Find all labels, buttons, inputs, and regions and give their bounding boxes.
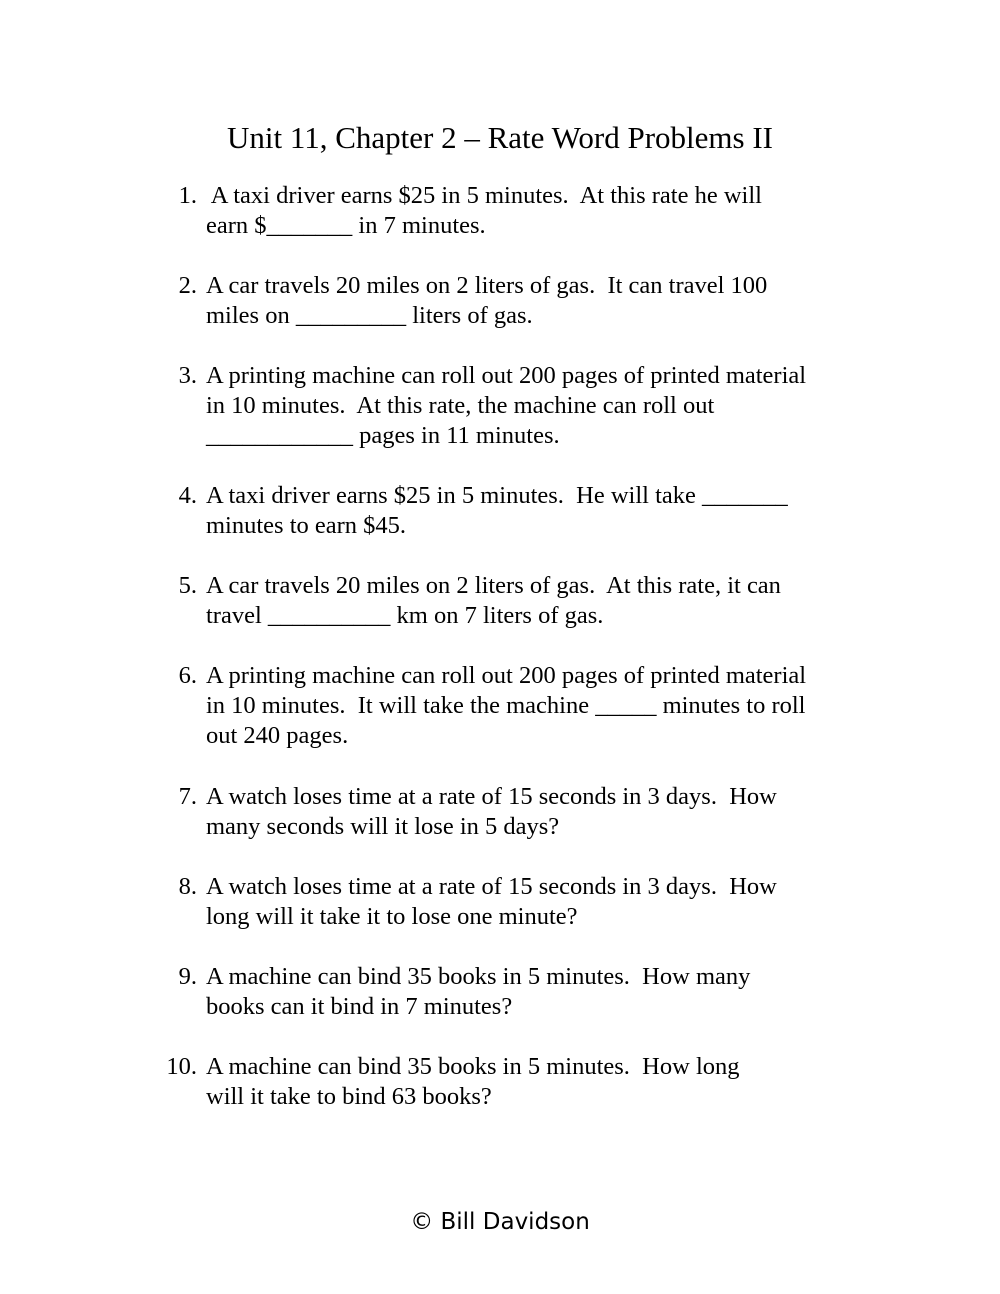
problem-line: in 10 minutes. At this rate, the machine can roll out — [206, 392, 715, 419]
problem-line: miles on _________ liters of gas. — [206, 302, 533, 329]
problem-text — [206, 872, 886, 932]
problem-number: 2. — [178, 272, 197, 299]
problem-line: A machine can bind 35 books in 5 minutes. How many — [206, 963, 751, 990]
problem-number: 1. — [178, 182, 197, 209]
problem-text — [206, 361, 886, 451]
problem-line: will it take to bind 63 books? — [206, 1083, 492, 1110]
problem-line: A printing machine can roll out 200 pages of printed material — [206, 362, 807, 389]
problem-line: many seconds will it lose in 5 days? — [206, 813, 560, 840]
problem-line: minutes to earn $45. — [206, 512, 407, 539]
problem-line: books can it bind in 7 minutes? — [206, 993, 513, 1020]
problem-line: A machine can bind 35 books in 5 minutes. How long — [206, 1053, 740, 1080]
problem-text — [206, 181, 886, 241]
problem-line: A watch loses time at a rate of 15 seconds in 3 days. How — [206, 873, 777, 900]
problem-text — [206, 661, 886, 751]
page-title: Unit 11, Chapter 2 – Rate Word Problems II — [227, 120, 773, 155]
problem-line: in 10 minutes. It will take the machine _____ minutes to roll — [206, 692, 806, 719]
problem-line: long will it take it to lose one minute? — [206, 903, 578, 930]
problem-text — [206, 481, 886, 541]
problem-line: A taxi driver earns $25 in 5 minutes. He will take _______ — [206, 482, 788, 509]
problem-number: 7. — [178, 783, 197, 810]
problem-number: 5. — [178, 572, 197, 599]
copyright-footer: © Bill Davidson — [410, 1209, 590, 1235]
problem-line: earn $_______ in 7 minutes. — [206, 212, 486, 239]
problem-line: A car travels 20 miles on 2 liters of gas. At this rate, it can — [206, 572, 781, 599]
problem-line: A watch loses time at a rate of 15 seconds in 3 days. How — [206, 783, 777, 810]
problem-text — [206, 1052, 886, 1112]
problem-text — [206, 962, 886, 1022]
problem-number: 4. — [178, 482, 197, 509]
problem-number: 3. — [178, 362, 197, 389]
problem-number: 10. — [166, 1053, 197, 1080]
problem-line: travel __________ km on 7 liters of gas. — [206, 602, 604, 629]
problem-line: A car travels 20 miles on 2 liters of gas. It can travel 100 — [206, 272, 768, 299]
problem-text — [206, 782, 886, 842]
problem-number: 9. — [178, 963, 197, 990]
problem-text — [206, 271, 886, 331]
problem-line: A printing machine can roll out 200 pages of printed material — [206, 662, 807, 689]
problem-text — [206, 571, 886, 631]
problem-number: 8. — [178, 873, 197, 900]
problem-number: 6. — [178, 662, 197, 689]
problem-line: out 240 pages. — [206, 722, 349, 749]
problem-line: A taxi driver earns $25 in 5 minutes. At this rate he will — [206, 182, 762, 209]
problem-line: ____________ pages in 11 minutes. — [206, 422, 560, 449]
